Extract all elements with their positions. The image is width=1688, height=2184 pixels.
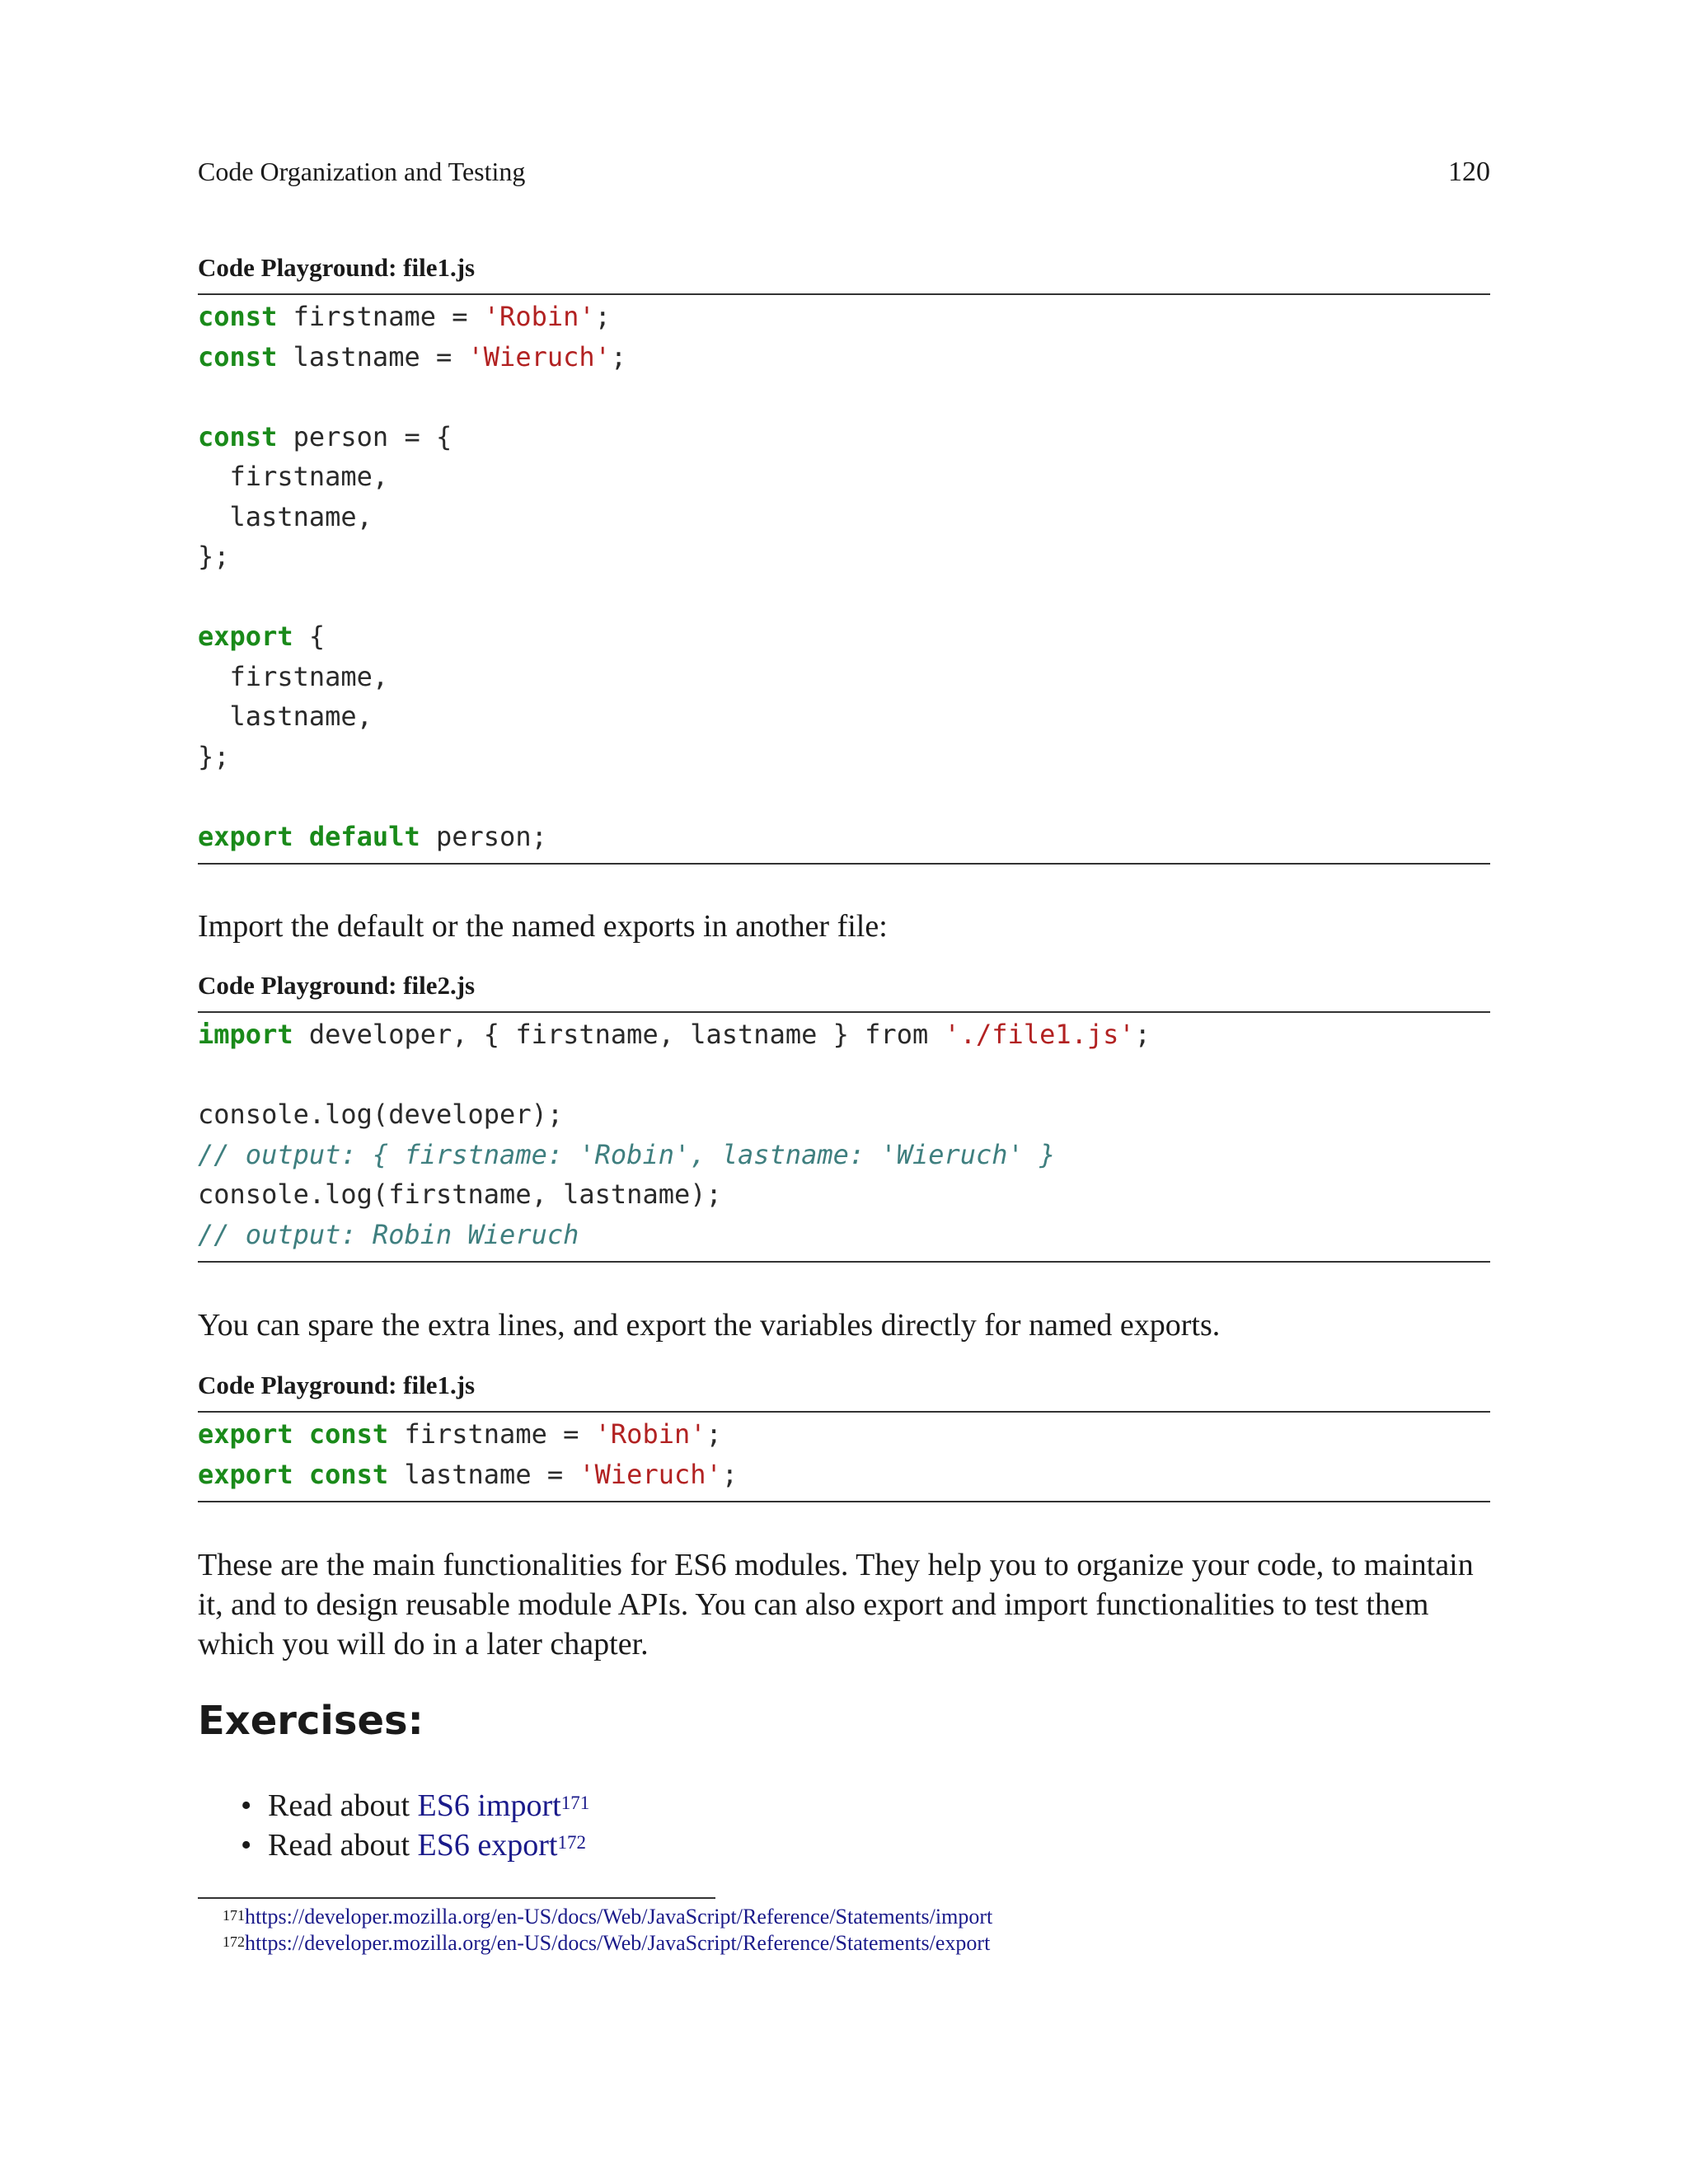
code-text: { [293,621,326,652]
code-text: lastname, [198,701,373,732]
code-text: person = { [277,420,452,452]
paragraph: You can spare the extra lines, and export the variables directly for named exports. [198,1308,1221,1343]
code-line [198,577,1490,617]
paragraph: These are the main functionalities for ES6 modules. They help you to organize your code, to maintain it, and to design reusable module APIs. You can also export and import functionalities to test them which you will do in a later chapter. [198,1548,1474,1661]
code-text: console.log(firstname, lastname); [198,1179,722,1210]
code-keyword: import [198,1019,293,1050]
code-listing [198,1011,1490,1263]
code-text: firstname = [388,1418,595,1450]
code-line [198,696,1490,737]
code-line [198,1055,1490,1095]
code-text: firstname, [198,461,389,492]
code-line [198,776,1490,817]
footnote-link[interactable]: https://developer.mozilla.org/en-US/docs/Web/JavaScript/Reference/Statements/export [245,1931,991,1955]
code-keyword: export [198,820,293,852]
code-text [293,1459,309,1490]
running-header [198,157,1490,188]
code-listing [198,1411,1490,1502]
code-string: 'Wieruch' [579,1458,722,1490]
code-string: 'Wieruch' [467,340,611,373]
footnote-ref[interactable]: 171 [560,1793,590,1813]
code-text: firstname = [277,301,484,332]
code-line [198,457,1490,497]
code-line [198,1215,1490,1255]
code-line [198,497,1490,537]
code-line [198,297,1490,337]
code-keyword: const [308,1458,389,1490]
code-line [198,1174,1490,1215]
footnote-link[interactable]: https://developer.mozilla.org/en-US/docs/Web/JavaScript/Reference/Statements/import [245,1905,993,1929]
code-string: 'Robin' [483,301,595,332]
bullet-icon: • [241,1828,252,1863]
code-line [198,337,1490,377]
code-keyword: export [198,1418,293,1450]
code-text: ; [594,301,611,332]
code-comment: // output: Robin Wieruch [198,1218,579,1250]
code-keyword: export [198,621,293,652]
paragraph: Import the default or the named exports in another file: [198,909,888,944]
code-string: 'Robin' [594,1418,706,1450]
code-listing [198,293,1490,865]
code-line [198,1414,1490,1455]
code-text: firstname, [198,660,389,692]
code-text: lastname = [388,1458,579,1490]
code-comment: // output: { firstname: 'Robin', lastname: 'Wieruch' } [198,1138,1056,1170]
footnote-ref[interactable]: 172 [557,1832,586,1853]
code-keyword: const [308,1418,389,1450]
list-item: • Read about ES6 export$^{172}$ [198,1825,589,1865]
code-line [198,1094,1490,1135]
code-string: './file1.js' [944,1019,1135,1050]
footnotes [223,1904,992,1957]
list-item: • Read about ES6 import$^{171}$ [198,1786,589,1825]
code-playground-1 [198,255,1490,865]
code-caption: Code Playground: file1.js [198,253,476,282]
code-text: }; [198,541,230,572]
code-line [198,616,1490,657]
code-caption: Code Playground: file2.js [198,971,476,1000]
code-text: lastname = [277,340,468,373]
footnote-divider [198,1897,715,1899]
code-text: developer, { firstname, lastname } from [293,1019,945,1050]
exercise-list [198,1786,589,1865]
code-text: console.log(developer); [198,1099,564,1130]
code-text: lastname, [198,500,373,532]
code-keyword: default [308,820,420,852]
code-text [293,1418,309,1450]
footnote: $^{172}$https://developer.mozilla.org/en-US/docs/Web/JavaScript/Reference/Statements/export [223,1931,991,1955]
chapter-title: Code Organization and Testing [198,157,526,186]
code-text [293,821,309,852]
code-line [198,1135,1490,1175]
code-line [198,377,1490,417]
code-keyword: const [198,340,278,373]
code-text: ; [1134,1019,1151,1050]
code-line [198,1455,1490,1495]
es6-import-link[interactable]: ES6 import [417,1788,561,1823]
code-line [198,537,1490,577]
code-text: person; [420,820,547,852]
exercises-heading: Exercises: [198,1698,424,1744]
code-line [198,417,1490,457]
code-line [198,657,1490,697]
code-text: ; [610,340,627,373]
code-text: ; [706,1418,722,1450]
page-number: 120 [1448,157,1490,187]
code-keyword: export [198,1458,293,1490]
code-playground-2 [198,973,1490,1263]
footnote: $^{171}$https://developer.mozilla.org/en-US/docs/Web/JavaScript/Reference/Statements/import [223,1905,993,1929]
code-text: }; [198,740,230,772]
code-keyword: const [198,420,278,452]
code-line [198,1015,1490,1055]
code-line [198,737,1490,777]
code-text: ; [721,1458,738,1490]
code-playground-3 [198,1373,1490,1502]
code-line [198,817,1490,857]
es6-export-link[interactable]: ES6 export [417,1828,558,1863]
code-caption: Code Playground: file1.js [198,1371,476,1399]
bullet-icon: • [241,1788,252,1823]
code-keyword: const [198,301,278,332]
